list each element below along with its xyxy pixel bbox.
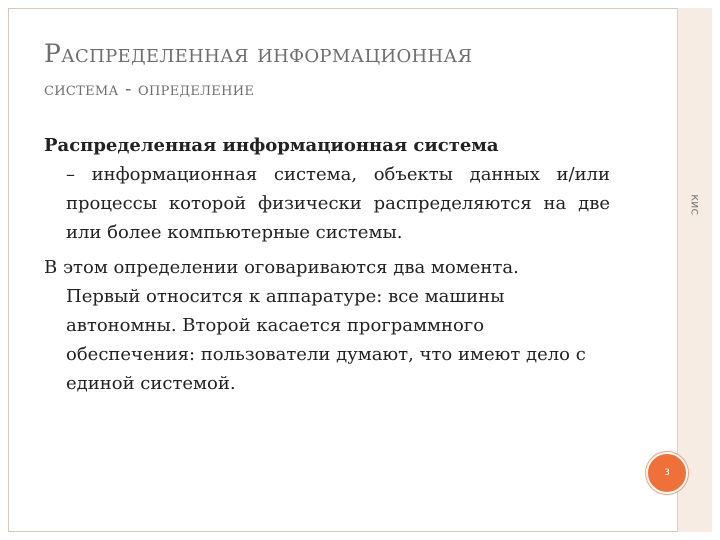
definition-text: – информационная система, объекты данных и/или процессы которой физически распределяются на две или более компьютерные системы. [66, 164, 610, 243]
sidebar-label: КИС [688, 194, 699, 216]
sidebar-panel [677, 8, 712, 532]
slide-title [44, 36, 624, 104]
title-line-2: система - определение [44, 78, 255, 100]
explanation-lead: В этом определении оговариваются два момента. [44, 257, 519, 278]
explanation-text: Первый относится к аппаратуре: все машины автономны. Второй касается программного обеспечения: пользователи думают, что имеют дело с единой системой. [66, 286, 586, 394]
explanation-paragraph [44, 253, 610, 398]
definition-term: Распределенная информационная система [44, 135, 499, 156]
title-line-1: Распределенная информационная [44, 39, 473, 68]
definition-paragraph [44, 131, 610, 247]
slide-content [44, 131, 610, 398]
page-number-badge: 3 [646, 452, 688, 494]
